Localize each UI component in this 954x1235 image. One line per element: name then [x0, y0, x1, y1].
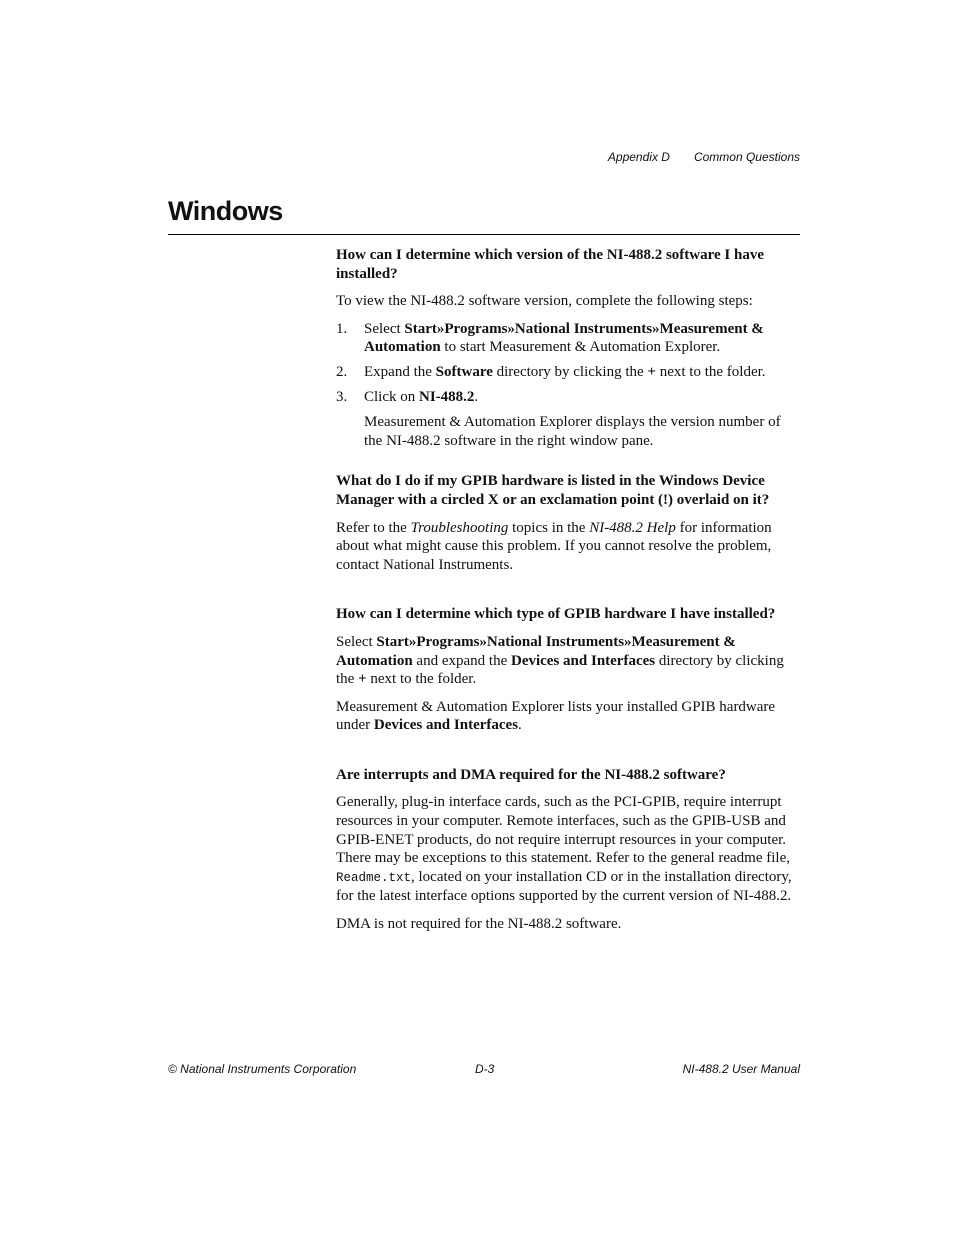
step-3-text: Click on	[364, 388, 419, 405]
step-1-menu-path: Start»Programs»National Instruments»Measurement & Automation	[364, 320, 764, 356]
step-3-period: .	[474, 388, 479, 405]
step-1	[336, 320, 800, 357]
answer-text-end: for information about what might cause this problem. If you cannot resolve the problem, contact National Instruments.	[336, 519, 772, 573]
device-manager-answer	[336, 519, 800, 575]
help-ref: NI-488.2 Help	[589, 519, 676, 536]
version-steps	[336, 320, 800, 406]
question-device-manager: What do I do if my GPIB hardware is listed in the Windows Device Manager with a circled X or an exclamation point (!) overlaid on it?	[336, 473, 770, 508]
troubleshooting-ref: Troubleshooting	[410, 519, 509, 536]
step-1-number: 1.	[336, 320, 348, 337]
step-2-text-end: next to the folder.	[655, 363, 766, 380]
hardware-type-answer	[336, 633, 800, 689]
readme-filename: Readme.txt	[336, 870, 412, 885]
plus-sign: +	[358, 671, 367, 688]
step-1-text: Select	[364, 320, 405, 337]
answer-text: Measurement & Automation Explorer lists your installed GPIB hardware under	[336, 698, 776, 734]
interrupts-answer	[336, 793, 800, 906]
step-2-text: Expand the	[364, 363, 436, 380]
step-3	[336, 388, 800, 407]
title-rule	[168, 234, 800, 235]
version-note: Measurement & Automation Explorer displays the version number of the NI-488.2 software in the right window pane.	[364, 414, 781, 449]
step-2-text-mid: directory by clicking the	[492, 363, 648, 380]
step-3-ni4882: NI-488.2	[419, 388, 475, 405]
menu-path: Start»Programs»National Instruments»Measurement & Automation	[336, 633, 736, 669]
question-interrupts-dma: Are interrupts and DMA required for the NI-488.2 software?	[336, 766, 726, 783]
devices-interfaces-ref: Devices and Interfaces	[373, 717, 519, 734]
step-2-number: 2.	[336, 363, 348, 380]
version-intro: To view the NI-488.2 software version, complete the following steps:	[336, 293, 753, 310]
page-title: Windows	[168, 196, 283, 226]
running-header	[608, 150, 800, 164]
answer-text: Generally, plug-in interface cards, such as the PCI-GPIB, require interrupt resources in your computer. Remote interfaces, such as the GPIB-USB and GPIB-ENET products, do not require interrupt resources in your computer. There may be exceptions to this statement. Refer to the general readme file,	[336, 794, 790, 867]
header-section: Common Questions	[693, 150, 800, 164]
answer-text-end: , located on your installation CD or in the installation directory, for the latest interface options supported by the current version of NI-488.2.	[336, 868, 792, 905]
question-version: How can I determine which version of the NI-488.2 software I have installed?	[336, 247, 765, 282]
step-2	[336, 363, 800, 382]
page-content	[336, 246, 800, 943]
footer-page-number: D-3	[475, 1062, 495, 1076]
dma-answer: DMA is not required for the NI-488.2 software.	[336, 916, 622, 933]
answer-period: .	[518, 717, 522, 734]
hardware-type-answer-2	[336, 698, 800, 735]
answer-text-mid: topics in the	[508, 519, 590, 536]
step-3-number: 3.	[336, 388, 348, 405]
question-hardware-type: How can I determine which type of GPIB hardware I have installed?	[336, 606, 776, 623]
answer-text-end: next to the folder.	[366, 671, 477, 688]
step-1-text-end: to start Measurement & Automation Explorer.	[440, 339, 721, 356]
answer-text: Refer to the	[336, 519, 411, 536]
step-2-software: Software	[435, 363, 493, 380]
devices-interfaces-ref: Devices and Interfaces	[510, 652, 656, 669]
step-2-plus: +	[647, 363, 656, 380]
footer-manual-title: NI-488.2 User Manual	[682, 1062, 800, 1076]
answer-text-mid: and expand the	[412, 652, 511, 669]
header-appendix: Appendix D	[607, 150, 670, 164]
footer-copyright: © National Instruments Corporation	[168, 1062, 357, 1076]
answer-text: Select	[336, 633, 377, 650]
answer-text-mid-2: directory by clicking the	[336, 652, 784, 688]
